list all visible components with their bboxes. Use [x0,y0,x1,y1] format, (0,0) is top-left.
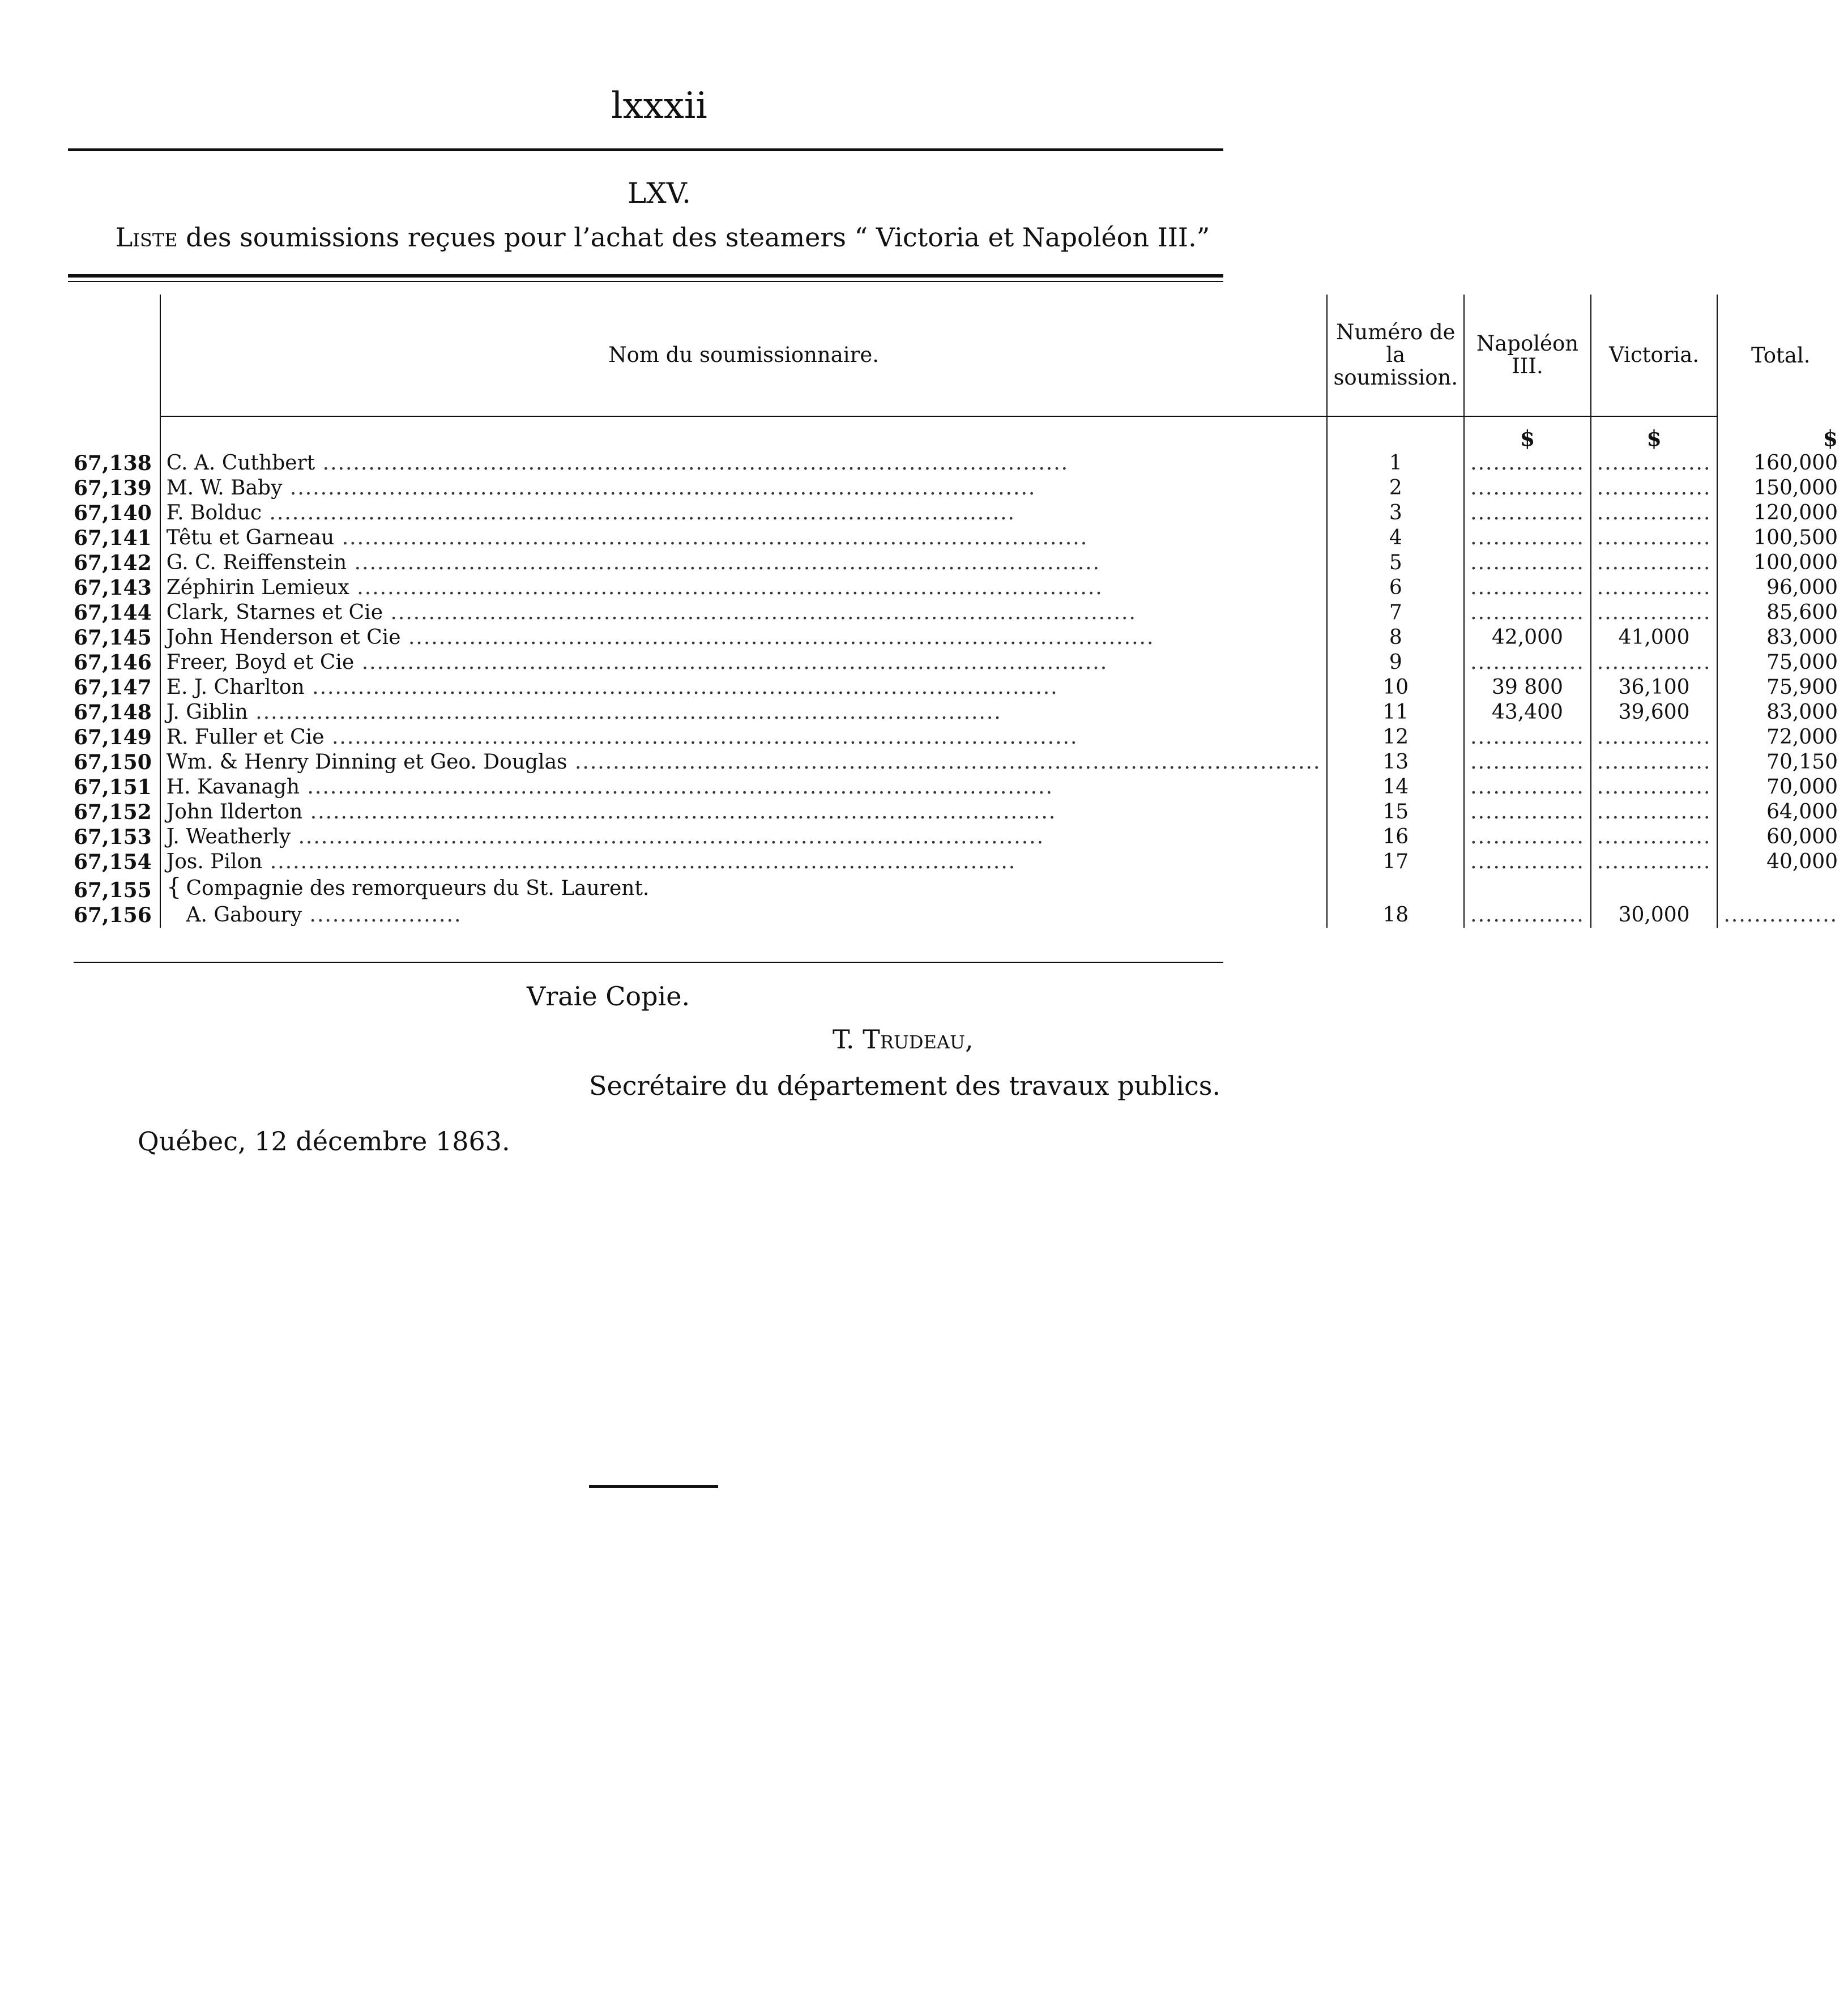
row-reference: 67,152 [74,800,152,824]
leader-dots: ............... [1470,451,1585,475]
table-top-rule [68,274,1223,278]
tender-number: 17 [1327,850,1464,874]
row-reference: 67,151 [74,775,152,799]
leader-dots: ............... [1597,476,1712,500]
table-row [68,825,1848,850]
table-row [68,850,1848,874]
tender-number: 5 [1327,551,1464,575]
leader-dots: .................................................................................................. [247,701,1002,724]
leader-dots: ............... [1470,651,1585,674]
total-amount: 120,000 [1753,501,1838,524]
total-amount: 100,500 [1753,526,1838,549]
victoria-amount: 39,600 [1591,700,1718,725]
napoleon-blank [1464,575,1591,600]
tender-number: 14 [1327,775,1464,800]
row-reference: 67,138 [74,451,152,475]
total-amount: 60,000 [1766,825,1838,848]
leader-dots: .................................................................................................. [300,775,1054,799]
bidder-name: Compagnie des remorqueurs du St. Laurent. [186,877,650,900]
leader-dots: ............... [1470,825,1585,848]
row-reference: 67,150 [74,750,152,774]
table-row [68,750,1848,775]
row-reference: 67,154 [74,850,152,874]
napoleon-blank [1464,451,1591,476]
leader-dots: ............... [1723,903,1838,927]
napoleon-blank [1464,501,1591,526]
table-row [68,725,1848,750]
table-row [68,775,1848,800]
header-total: Total. [1751,343,1811,368]
table-row [68,551,1848,575]
table-row [68,675,1848,700]
bidder-name: F. Bolduc [166,501,262,524]
table-row-grouped [68,874,1848,928]
tender-number: 13 [1327,750,1464,775]
tender-number: 11 [1327,700,1464,725]
row-name-cell [160,750,1328,775]
leader-dots: ............... [1470,903,1585,927]
leader-dots: .................................................................................................. [282,476,1036,500]
leader-dots: ............... [1470,726,1585,749]
currency-total: $ [1823,425,1838,451]
tender-number: 2 [1327,476,1464,501]
end-rule [589,1485,718,1488]
row-name-cell [160,501,1328,526]
leader-dots: ............... [1597,501,1712,524]
row-name-cell [160,775,1328,800]
total-blank [1717,874,1848,928]
table-row [68,501,1848,526]
table-row [68,800,1848,825]
total-amount: 83,000 [1766,701,1838,724]
table-header-row [68,295,1848,416]
bidder-name: C. A. Cuthbert [166,451,315,475]
victoria-blank [1591,800,1718,825]
bidder-name: A. Gaboury [186,903,302,927]
napoleon-blank [1464,551,1591,575]
victoria-blank [1591,600,1718,625]
napoleon-blank [1464,725,1591,750]
leader-dots: .................................................................................................. [354,651,1108,674]
tender-number: 4 [1327,526,1464,551]
napoleon-amount: 43,400 [1464,700,1591,725]
bidder-name: John Ilderton [166,800,303,824]
bidder-name: Têtu et Garneau [166,526,335,549]
victoria-blank [1591,476,1718,501]
leader-dots: ............... [1470,476,1585,500]
leader-dots: ............... [1597,750,1712,774]
header-napoleon: Napoléon III. [1464,295,1591,416]
row-reference: 67,156 [74,903,152,927]
row-reference: 67,146 [74,651,152,675]
row-name-cell [160,526,1328,551]
victoria-blank [1591,825,1718,850]
caption-lead: Liste [115,222,178,253]
napoleon-blank [1464,750,1591,775]
section-number: LXV. [627,177,692,210]
victoria-blank [1591,551,1718,575]
leader-dots: .................................................................................................. [315,451,1069,475]
table-top-rule-thin [68,281,1223,282]
total-amount: 160,000 [1753,451,1838,475]
table-caption [68,222,1257,253]
napoleon-blank [1464,800,1591,825]
leader-dots: .................................................................................................. [262,501,1015,524]
tender-number: 10 [1327,675,1464,700]
header-rule [68,148,1223,151]
leader-dots: ............... [1597,726,1712,749]
table-row [68,476,1848,501]
brace-mark: { [166,873,182,901]
row-name-cell [160,625,1328,650]
tender-number: 9 [1327,650,1464,675]
leader-dots: ............... [1470,850,1585,873]
row-name-cell [160,700,1328,725]
header-victoria: Victoria. [1591,295,1718,416]
tenders-table [68,295,1848,928]
row-name-cell [160,725,1328,750]
victoria-blank [1591,725,1718,750]
row-name-cell [160,675,1328,700]
currency-victoria: $ [1591,416,1718,451]
leader-dots: ............... [1470,576,1585,599]
tender-number: 8 [1327,625,1464,650]
grouped-name-line [167,901,1321,928]
row-name-cell [160,600,1328,625]
page-number: lxxxii [611,85,707,127]
napoleon-blank [1464,600,1591,625]
table-row [68,451,1848,476]
row-name-cell [160,800,1328,825]
leader-dots: .................................................................................................. [304,676,1059,699]
row-name-cell [160,825,1328,850]
row-reference: 67,148 [74,701,152,724]
leader-dots: ............... [1597,651,1712,674]
napoleon-amount: 42,000 [1464,625,1591,650]
leader-dots: .................................................................................................. [383,601,1137,624]
row-name-cell [160,650,1328,675]
place-date: Québec, 12 décembre 1863. [138,1126,510,1157]
tender-number: 1 [1327,451,1464,476]
row-name-cell [160,575,1328,600]
leader-dots: ............... [1470,551,1585,574]
total-amount: 72,000 [1766,726,1838,749]
row-reference: 67,145 [74,626,152,650]
row-reference: 67,144 [74,601,152,625]
leader-dots: .................................................................................................. [262,850,1017,873]
leader-dots: ............... [1597,551,1712,574]
leader-dots: .................................................................................................. [334,526,1089,549]
table-row [68,600,1848,625]
signer-name: T. Trudeau, [833,1024,974,1055]
victoria-blank [1591,526,1718,551]
bidder-name: M. W. Baby [166,476,283,500]
leader-dots: ............... [1470,775,1585,799]
leader-dots: ............... [1470,526,1585,549]
napoleon-amount: 39 800 [1464,675,1591,700]
currency-row [68,416,1848,451]
leader-dots: ............... [1470,501,1585,524]
total-amount: 75,000 [1766,651,1838,674]
leader-dots: ............... [1470,750,1585,774]
currency-napoleon: $ [1464,416,1591,451]
header-number: Numéro de la soumission. [1327,295,1464,416]
leader-dots: ............... [1597,601,1712,624]
leader-dots: ............... [1470,800,1585,824]
total-amount: 70,000 [1766,775,1838,799]
bidder-name: Zéphirin Lemieux [166,576,349,599]
bidder-name: Freer, Boyd et Cie [166,651,355,674]
leader-dots: .................................................................................................. [302,800,1057,824]
total-amount: 150,000 [1753,476,1838,500]
bidder-name: Wm. & Henry Dinning et Geo. Douglas [166,750,567,774]
victoria-blank [1591,775,1718,800]
leader-dots: ............... [1597,825,1712,848]
bidder-name: G. C. Reiffenstein [166,551,347,574]
bidder-name: R. Fuller et Cie [166,726,325,749]
row-reference: 67,141 [74,526,152,550]
grouped-name-line [167,874,1321,901]
napoleon-blank [1464,850,1591,874]
table-row [68,650,1848,675]
leader-dots: ............... [1597,800,1712,824]
tender-number: 15 [1327,800,1464,825]
row-reference: 67,140 [74,501,152,525]
leader-dots: ............... [1470,601,1585,624]
total-amount: 100,000 [1753,551,1838,574]
total-amount: 83,000 [1766,626,1838,649]
victoria-amount: 30,000 [1591,874,1718,928]
row-name-cell [160,476,1328,501]
row-reference: 67,155 [74,878,152,902]
table-row [68,526,1848,551]
bidder-name: J. Weatherly [166,825,291,848]
tender-number: 12 [1327,725,1464,750]
victoria-blank [1591,650,1718,675]
napoleon-blank [1464,476,1591,501]
grouped-names [160,874,1328,928]
leader-dots: .................................................................................................. [291,825,1045,848]
leader-dots: .................................................................................................. [347,551,1101,574]
leader-dots: .................................................................................................. [567,750,1321,774]
row-reference: 67,149 [74,726,152,749]
tender-number: 6 [1327,575,1464,600]
napoleon-blank [1464,526,1591,551]
leader-dots: .................... [302,903,462,927]
header-ref [68,295,160,416]
leader-dots: .................................................................................................. [400,626,1155,649]
table-row [68,575,1848,600]
leader-dots: ............... [1597,526,1712,549]
napoleon-blank [1464,825,1591,850]
leader-dots: ............... [1597,576,1712,599]
signer-title: Secrétaire du département des travaux publics. [589,1070,1221,1101]
row-reference: 67,139 [74,476,152,500]
victoria-blank [1591,501,1718,526]
total-amount: 75,900 [1766,676,1838,699]
napoleon-blank [1464,775,1591,800]
tender-number: 16 [1327,825,1464,850]
grouped-references [68,874,160,928]
certification-text: Vraie Copie. [527,981,690,1012]
total-amount: 85,600 [1766,601,1838,624]
leader-dots: .................................................................................................. [324,726,1078,749]
row-reference: 67,143 [74,576,152,600]
leader-dots: ............... [1597,451,1712,475]
row-reference: 67,147 [74,676,152,699]
row-name-cell [160,551,1328,575]
total-amount: 96,000 [1766,576,1838,599]
napoleon-blank [1464,650,1591,675]
bidder-name: Clark, Starnes et Cie [166,601,383,624]
leader-dots: ............... [1597,775,1712,799]
tender-number: 3 [1327,501,1464,526]
tender-number: 18 [1327,874,1464,928]
victoria-amount: 41,000 [1591,625,1718,650]
row-reference: 67,153 [74,825,152,849]
header-name: Nom du soumissionnaire. [160,295,1328,416]
victoria-blank [1591,850,1718,874]
victoria-blank [1591,575,1718,600]
total-amount: 70,150 [1766,750,1838,774]
bidder-name: J. Giblin [166,701,248,724]
table-row [68,700,1848,725]
caption-text: des soumissions reçues pour l’achat des steamers “ Victoria et Napoléon III.” [177,222,1210,253]
bidder-name: Jos. Pilon [166,850,263,873]
tender-number: 7 [1327,600,1464,625]
table-body [68,416,1848,928]
napoleon-blank [1464,874,1591,928]
total-amount: 64,000 [1766,800,1838,824]
total-amount: 40,000 [1766,850,1838,873]
victoria-amount: 36,100 [1591,675,1718,700]
row-name-cell [160,850,1328,874]
bidder-name: E. J. Charlton [166,676,305,699]
table-bottom-rule [74,962,1223,963]
leader-dots: ............... [1597,850,1712,873]
leader-dots: .................................................................................................. [349,576,1103,599]
row-reference: 67,142 [74,551,152,575]
victoria-blank [1591,451,1718,476]
bidder-name: John Henderson et Cie [166,626,401,649]
bidder-name: H. Kavanagh [166,775,300,799]
table-row [68,625,1848,650]
row-name-cell [160,451,1328,476]
victoria-blank [1591,750,1718,775]
